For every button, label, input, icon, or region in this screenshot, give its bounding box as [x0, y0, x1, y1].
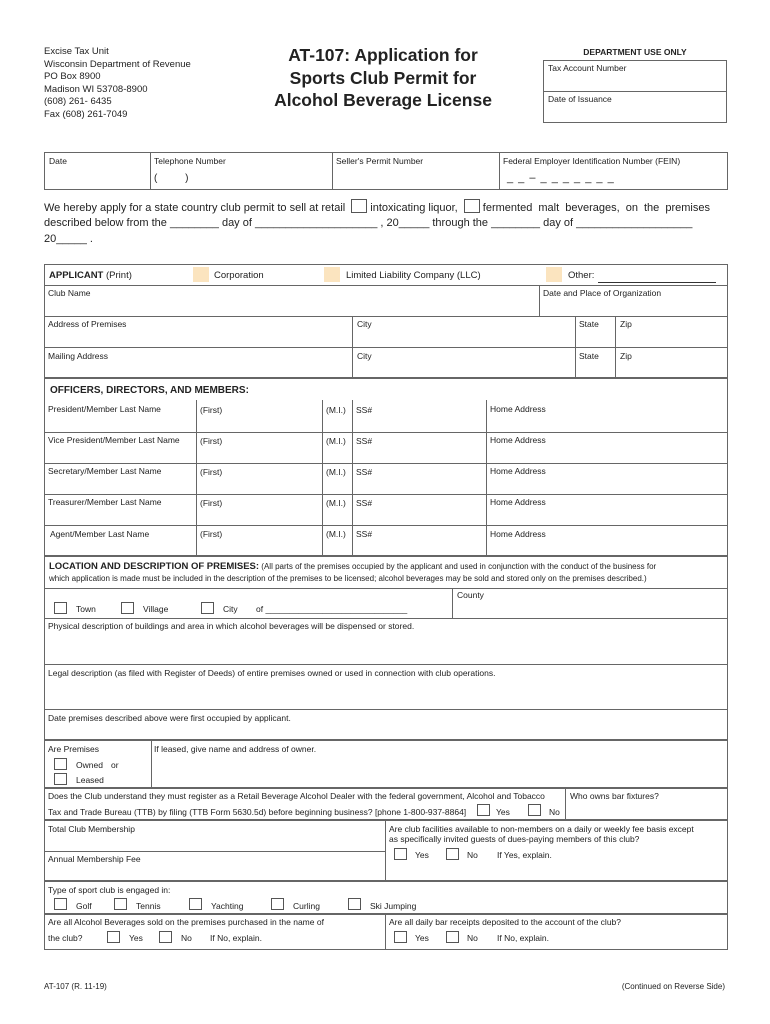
membership-divider	[385, 820, 386, 881]
other-underline[interactable]	[598, 282, 716, 283]
dept-use-divider	[543, 91, 727, 92]
agency-line: Wisconsin Department of Revenue	[44, 58, 191, 70]
officers-divider	[196, 400, 197, 556]
application-year-line: 20_____ .	[44, 233, 93, 245]
applicant-divider	[352, 316, 353, 378]
id-divider	[150, 152, 151, 190]
leased-label: Leased	[76, 775, 104, 785]
officer-ss: SS#	[356, 405, 373, 415]
agency-line: Excise Tax Unit	[44, 46, 109, 57]
applicant-divider	[44, 347, 728, 348]
date-issuance-field[interactable]: Date of Issuance	[548, 94, 612, 104]
fein-field[interactable]: Federal Employer Identification Number (FEIN)	[503, 156, 681, 166]
premises-state-field[interactable]: State	[579, 319, 599, 329]
dept-use-title: DEPARTMENT USE ONLY	[583, 47, 687, 57]
officer-first: (First)	[200, 529, 223, 539]
continued-note: (Continued on Reverse Side)	[621, 982, 725, 991]
llc-checkbox[interactable]	[324, 267, 340, 282]
tennis-checkbox[interactable]	[114, 898, 127, 910]
ttb-yes-label: Yes	[496, 807, 510, 817]
officer-ss: SS#	[356, 529, 373, 539]
malt-label: fermented malt beverages, on the premises	[482, 202, 710, 214]
agency-line: Fax (608) 261-7049	[44, 108, 128, 120]
location-divider	[452, 588, 453, 618]
golf-label: Golf	[76, 901, 92, 911]
applicant-divider	[615, 316, 616, 378]
officer-role: Vice President/Member Last Name	[48, 435, 180, 445]
owned-checkbox[interactable]	[54, 758, 67, 770]
municipality-field[interactable]: of ______________________________	[256, 604, 408, 614]
premises-zip-field[interactable]: Zip	[620, 319, 632, 329]
purchase-explain-field[interactable]: If No, explain.	[210, 933, 262, 943]
golf-checkbox[interactable]	[54, 898, 67, 910]
purchase-yes-checkbox[interactable]	[107, 931, 120, 943]
non-member-question-2: as specifically invited guests of dues-paying members of this club?	[389, 834, 640, 844]
officer-mi: (M.I.)	[326, 405, 346, 415]
application-part1: We hereby apply for a state country club permit to sell at retail	[44, 202, 346, 214]
llc-label: Limited Liability Company (LLC)	[346, 270, 481, 281]
county-field[interactable]: County	[457, 590, 484, 600]
title-line: AT-107: Application for	[288, 45, 478, 65]
city-label: City	[223, 604, 238, 614]
location-heading: LOCATION AND DESCRIPTION OF PREMISES: (All parts of the premises occupied by the applicant and used in conjunction with the conduct of the business for	[49, 561, 657, 572]
town-label: Town	[76, 604, 96, 614]
location-divider	[44, 709, 728, 710]
corporation-checkbox[interactable]	[193, 267, 209, 282]
agency-address	[44, 46, 191, 121]
village-checkbox[interactable]	[121, 602, 134, 614]
purchase-question-2: the club?	[48, 933, 83, 943]
fein-blanks: _ _ – _ _ _ _ _ _ _	[507, 172, 615, 184]
deposit-explain-field[interactable]: If No, explain.	[497, 933, 549, 943]
bar-fixtures-field[interactable]: Who owns bar fixtures?	[570, 791, 659, 801]
deposit-yes-checkbox[interactable]	[394, 931, 407, 943]
applicant-divider	[44, 316, 728, 317]
applicant-divider	[44, 285, 728, 286]
non-member-explain-field[interactable]: If Yes, explain.	[497, 850, 552, 860]
ski-jumping-checkbox[interactable]	[348, 898, 361, 910]
officer-home: Home Address	[490, 529, 546, 539]
officers-divider	[322, 400, 323, 556]
ski-jumping-label: Ski Jumping	[370, 901, 417, 911]
agency-line: Madison WI 53708-8900	[44, 83, 148, 95]
officer-mi: (M.I.)	[326, 529, 346, 539]
date-place-org-field[interactable]: Date and Place of Organization	[543, 288, 662, 298]
location-note: which application is made must be included in the description of the premises to be licensed; alcohol beverages may be sold and stored only on the premises described.)	[49, 574, 647, 583]
non-member-yes-label: Yes	[415, 850, 429, 860]
owned-label: Owned	[76, 760, 103, 770]
location-divider	[44, 618, 728, 619]
date-field[interactable]: Date	[49, 156, 67, 166]
application-text	[44, 199, 728, 247]
title-line: Sports Club Permit for	[289, 67, 477, 88]
deposit-yes-label: Yes	[415, 933, 429, 943]
officer-home: Home Address	[490, 435, 546, 445]
officers-divider	[486, 400, 487, 556]
officer-ss: SS#	[356, 498, 373, 508]
mailing-city-field[interactable]: City	[357, 351, 372, 361]
officers-divider	[44, 432, 728, 433]
premises-city-field[interactable]: City	[357, 319, 372, 329]
tax-account-field[interactable]: Tax Account Number	[548, 63, 627, 73]
officers-divider	[44, 494, 728, 495]
purchase-no-label: No	[181, 933, 192, 943]
town-checkbox[interactable]	[54, 602, 67, 614]
title-line: Alcohol Beverage License	[274, 90, 492, 110]
officers-divider	[44, 463, 728, 464]
mailing-address-field[interactable]: Mailing Address	[48, 351, 109, 361]
purchase-divider	[385, 914, 386, 950]
officers-divider	[44, 525, 728, 526]
legal-description-field[interactable]: Legal description (as filed with Register of Deeds) of entire premises owned or used in connection with club operations.	[48, 668, 496, 678]
non-member-no-label: No	[467, 850, 478, 860]
ttb-question-2: Tax and Trade Bureau (TTB) by filing (TTB Form 5630.5d) before beginning business? [phone 1-800-937-8864]	[48, 807, 467, 817]
officer-role: Agent/Member Last Name	[50, 529, 150, 539]
yachting-label: Yachting	[211, 901, 244, 911]
village-label: Village	[143, 604, 169, 614]
officer-first: (First)	[200, 467, 223, 477]
non-member-question-1: Are club facilities available to non-members on a daily or weekly fee basis except	[389, 824, 694, 834]
premises-box	[44, 740, 728, 788]
address-premises-field[interactable]: Address of Premises	[48, 319, 127, 329]
officer-first: (First)	[200, 436, 223, 446]
agency-line: (608) 261- 6435	[44, 96, 112, 107]
telephone-parens: ( )	[154, 173, 189, 184]
yachting-checkbox[interactable]	[189, 898, 202, 910]
agency-line: PO Box 8900	[44, 71, 101, 82]
id-divider	[499, 152, 500, 190]
applicant-divider	[539, 285, 540, 316]
non-member-yes-checkbox[interactable]	[394, 848, 407, 860]
purchase-yes-label: Yes	[129, 933, 143, 943]
applicant-divider	[575, 316, 576, 378]
deposit-no-label: No	[467, 933, 478, 943]
leased-checkbox[interactable]	[54, 773, 67, 785]
curling-checkbox[interactable]	[271, 898, 284, 910]
non-member-no-checkbox[interactable]	[446, 848, 459, 860]
purchase-no-checkbox[interactable]	[159, 931, 172, 943]
sport-label: Type of sport club is engaged in:	[48, 885, 171, 895]
telephone-field[interactable]: Telephone Number	[154, 156, 226, 166]
id-divider	[332, 152, 333, 190]
total-membership-field[interactable]: Total Club Membership	[48, 824, 135, 834]
officer-ss: SS#	[356, 436, 373, 446]
membership-divider	[44, 851, 385, 852]
tennis-label: Tennis	[136, 901, 161, 911]
officers-divider	[352, 400, 353, 556]
physical-description-field[interactable]: Physical description of buildings and area in which alcohol beverages will be dispensed or stored.	[48, 621, 415, 631]
date-occupied-field[interactable]: Date premises described above were first occupied by applicant.	[48, 713, 291, 723]
city-checkbox[interactable]	[201, 602, 214, 614]
ttb-divider	[565, 788, 566, 820]
deposit-no-checkbox[interactable]	[446, 931, 459, 943]
application-dates-line: described below from the ________ day of ____________________ , 20_____ through the ________ day of ___________________	[44, 217, 693, 229]
ttb-yes-checkbox[interactable]	[477, 804, 490, 816]
officers-heading: OFFICERS, DIRECTORS, AND MEMBERS:	[50, 385, 249, 396]
form-id: AT-107 (R. 11-19)	[44, 982, 107, 991]
officer-home: Home Address	[490, 404, 546, 414]
owner-name-field[interactable]: If leased, give name and address of owner.	[154, 744, 317, 754]
officer-role: President/Member Last Name	[48, 404, 161, 414]
malt-checkbox[interactable]	[464, 199, 480, 213]
officer-mi: (M.I.)	[326, 498, 346, 508]
purchase-question-1: Are all Alcohol Beverages sold on the premises purchased in the name of	[48, 917, 324, 927]
are-premises-label: Are Premises	[48, 744, 100, 754]
officer-home: Home Address	[490, 466, 546, 476]
officer-mi: (M.I.)	[326, 467, 346, 477]
ttb-no-label: No	[549, 807, 560, 817]
officer-ss: SS#	[356, 467, 373, 477]
sellers-permit-field[interactable]: Seller's Permit Number	[336, 156, 424, 166]
ttb-question-1: Does the Club understand they must register as a Retail Beverage Alcohol Dealer with the federal government, Alcohol and Tobacco	[48, 791, 545, 801]
premises-divider	[151, 740, 152, 788]
officer-role: Treasurer/Member Last Name	[48, 497, 162, 507]
mailing-zip-field[interactable]: Zip	[620, 351, 632, 361]
location-divider	[44, 664, 728, 665]
corporation-label: Corporation	[214, 270, 264, 281]
form-title	[258, 44, 508, 112]
other-label: Other:	[568, 270, 595, 281]
or-label: or	[111, 760, 119, 770]
club-name-field[interactable]: Club Name	[48, 288, 91, 298]
officer-first: (First)	[200, 498, 223, 508]
applicant-label: APPLICANT (Print)	[49, 270, 132, 281]
officer-home: Home Address	[490, 497, 546, 507]
liquor-checkbox[interactable]	[351, 199, 367, 213]
liquor-label: intoxicating liquor,	[370, 202, 458, 214]
other-checkbox[interactable]	[546, 267, 562, 282]
annual-fee-field[interactable]: Annual Membership Fee	[48, 854, 141, 864]
officer-role: Secretary/Member Last Name	[48, 466, 162, 476]
officer-mi: (M.I.)	[326, 436, 346, 446]
location-divider	[44, 588, 728, 589]
deposit-question: Are all daily bar receipts deposited to the account of the club?	[389, 917, 622, 927]
ttb-no-checkbox[interactable]	[528, 804, 541, 816]
mailing-state-field[interactable]: State	[579, 351, 599, 361]
curling-label: Curling	[293, 901, 320, 911]
officer-first: (First)	[200, 405, 223, 415]
